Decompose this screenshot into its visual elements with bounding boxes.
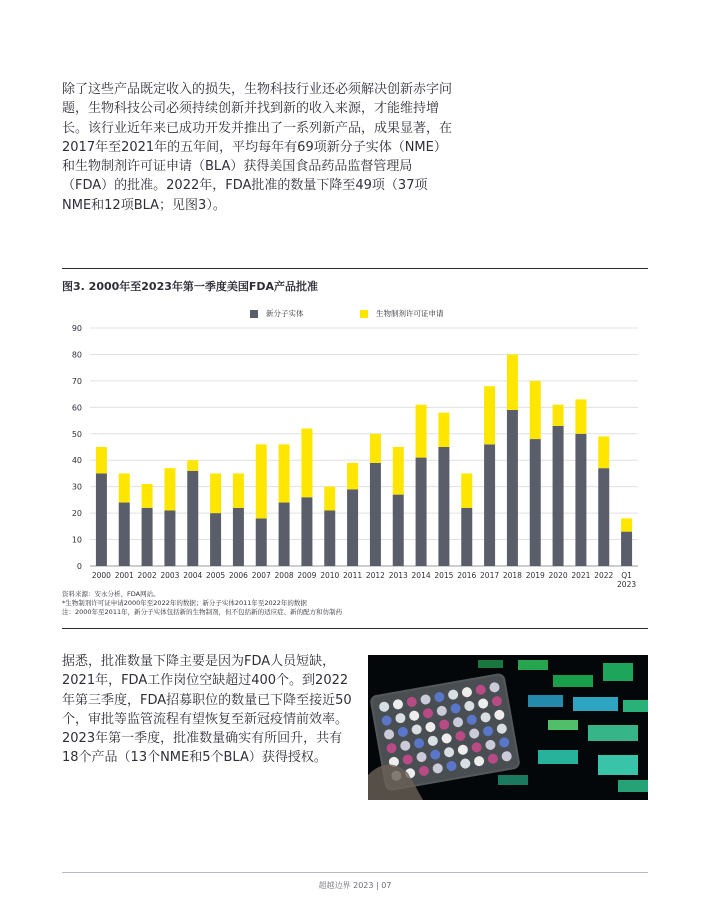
note-source: 资料来源：安永分析、FDA网站。 xyxy=(62,590,160,598)
page-footer: 超越边界 2023 | 07 xyxy=(318,881,392,890)
bar-nme xyxy=(164,510,175,566)
x-tick-label: 2023 xyxy=(617,580,637,589)
bar-bla xyxy=(187,460,198,471)
bar-nme xyxy=(553,426,564,566)
x-tick-label: Q1 xyxy=(621,571,632,580)
bar-nme xyxy=(119,503,130,566)
intro-paragraph: 除了这些产品既定收入的损失，生物科技行业还必须解决创新赤字问题，生物科技公司必须持续创新并找到新的收入来源，才能维持增长。该行业近年来已成功开发并推出了一系列新产品，成果显著，在2017年至2021年的五年间，平均每年有69项新分子实体（NME）和生物制剂许可证申请（BLA）获得美国食品药品监督管理局（FDA）的批准。2022年，FDA批准的数量下降至49项（37项NME和12项BLA；见图3）。 xyxy=(62,82,453,213)
bar-nme xyxy=(416,458,427,566)
bar-bla xyxy=(119,473,130,502)
legend-swatch-bla xyxy=(360,310,368,318)
bar-bla xyxy=(393,447,404,495)
y-tick-label: 30 xyxy=(71,482,82,492)
x-tick-label: 2008 xyxy=(274,571,294,580)
approvals-bar-chart xyxy=(62,318,648,590)
figure-bottom-rule xyxy=(62,628,648,629)
bar-bla xyxy=(301,428,312,497)
y-tick-label: 70 xyxy=(71,376,82,386)
bar-nme xyxy=(575,434,586,566)
x-tick-label: 2011 xyxy=(343,571,363,580)
legend-label-bla: 生物制剂许可证申请 xyxy=(376,309,444,318)
x-tick-label: 2004 xyxy=(183,571,203,580)
bar-nme xyxy=(530,439,541,566)
x-tick-label: 2021 xyxy=(571,571,591,580)
x-tick-label: 2001 xyxy=(114,571,134,580)
bar-bla xyxy=(233,473,244,507)
lab-microplate-photo xyxy=(368,655,648,800)
bar-nme xyxy=(347,489,358,566)
bar-bla xyxy=(96,447,107,473)
x-tick-label: 2003 xyxy=(160,571,180,580)
x-tick-label: 2022 xyxy=(594,571,614,580)
bar-bla xyxy=(347,463,358,489)
legend-label-nme: 新分子实体 xyxy=(266,309,304,318)
bar-nme xyxy=(256,518,267,566)
y-tick-label: 60 xyxy=(71,403,82,413)
bar-bla xyxy=(370,434,381,463)
x-tick-label: 2018 xyxy=(502,571,522,580)
bar-nme xyxy=(370,463,381,566)
bar-bla xyxy=(461,473,472,507)
bar-bla xyxy=(142,484,153,508)
y-tick-label: 20 xyxy=(71,509,82,519)
bar-bla xyxy=(324,487,335,511)
bar-nme xyxy=(324,510,335,566)
bar-nme xyxy=(393,495,404,566)
bar-nme xyxy=(142,508,153,566)
body-paragraph: 据悉，批准数量下降主要是因为FDA人员短缺，2021年，FDA工作岗位空缺超过400个。到2022年第三季度，FDA招募职位的数量已下降至接近50个，审批等监管流程有望恢复至新冠疫情前效率。2023年第一季度，批准数量确实有所回升，共有18个产品（13个NME和5个BLA）获得授权。 xyxy=(62,654,352,766)
note-nme-definition: 注：2000年至2011年，新分子实体包括新的生物制剂，但不包括新的适应症、新的配方和仿制药 xyxy=(62,608,343,616)
bar-bla xyxy=(621,518,632,531)
bar-nme xyxy=(507,410,518,566)
figure-notes xyxy=(62,590,342,617)
bar-nme xyxy=(301,497,312,566)
bar-bla xyxy=(530,381,541,439)
bar-nme xyxy=(621,532,632,566)
bar-nme xyxy=(187,471,198,566)
x-tick-label: 2007 xyxy=(251,571,271,580)
bar-bla xyxy=(164,468,175,510)
x-tick-label: 2015 xyxy=(434,571,454,580)
bar-bla xyxy=(484,386,495,444)
bar-nme xyxy=(210,513,221,566)
legend-swatch-nme xyxy=(250,310,258,318)
x-tick-label: 2012 xyxy=(365,571,385,580)
x-tick-label: 2019 xyxy=(525,571,545,580)
bar-bla xyxy=(507,354,518,410)
x-tick-label: 2009 xyxy=(297,571,317,580)
bar-nme xyxy=(279,503,290,566)
x-tick-label: 2005 xyxy=(206,571,226,580)
note-bla-data: *生物制剂许可证申请2000年至2022年的数据；新分子实体2011年至2022年的数据 xyxy=(62,599,307,607)
y-tick-label: 0 xyxy=(76,562,82,571)
x-tick-label: 2013 xyxy=(388,571,408,580)
bar-bla xyxy=(575,399,586,433)
bar-bla xyxy=(598,436,609,468)
x-tick-label: 2002 xyxy=(137,571,157,580)
x-tick-label: 2016 xyxy=(457,571,477,580)
y-tick-label: 50 xyxy=(71,429,82,439)
x-tick-label: 2017 xyxy=(480,571,500,580)
x-tick-label: 2010 xyxy=(320,571,340,580)
y-tick-label: 80 xyxy=(71,350,82,360)
bar-nme xyxy=(461,508,472,566)
y-tick-label: 40 xyxy=(71,456,82,466)
bar-bla xyxy=(279,444,290,502)
x-tick-label: 2000 xyxy=(91,571,111,580)
y-tick-label: 90 xyxy=(71,324,82,333)
footer-rule xyxy=(62,872,648,873)
bar-bla xyxy=(438,413,449,447)
bar-bla xyxy=(210,473,221,513)
bar-bla xyxy=(256,444,267,518)
bar-nme xyxy=(484,444,495,566)
figure-top-rule xyxy=(62,268,648,269)
x-tick-label: 2014 xyxy=(411,571,431,580)
bar-nme xyxy=(598,468,609,566)
bar-nme xyxy=(233,508,244,566)
y-tick-label: 10 xyxy=(71,535,82,545)
bar-nme xyxy=(96,473,107,566)
bar-bla xyxy=(553,405,564,426)
figure-title: 图3. 2000年至2023年第一季度美国FDA产品批准 xyxy=(62,280,319,293)
x-tick-label: 2006 xyxy=(228,571,248,580)
bar-nme xyxy=(438,447,449,566)
bar-bla xyxy=(416,405,427,458)
x-tick-label: 2020 xyxy=(548,571,568,580)
